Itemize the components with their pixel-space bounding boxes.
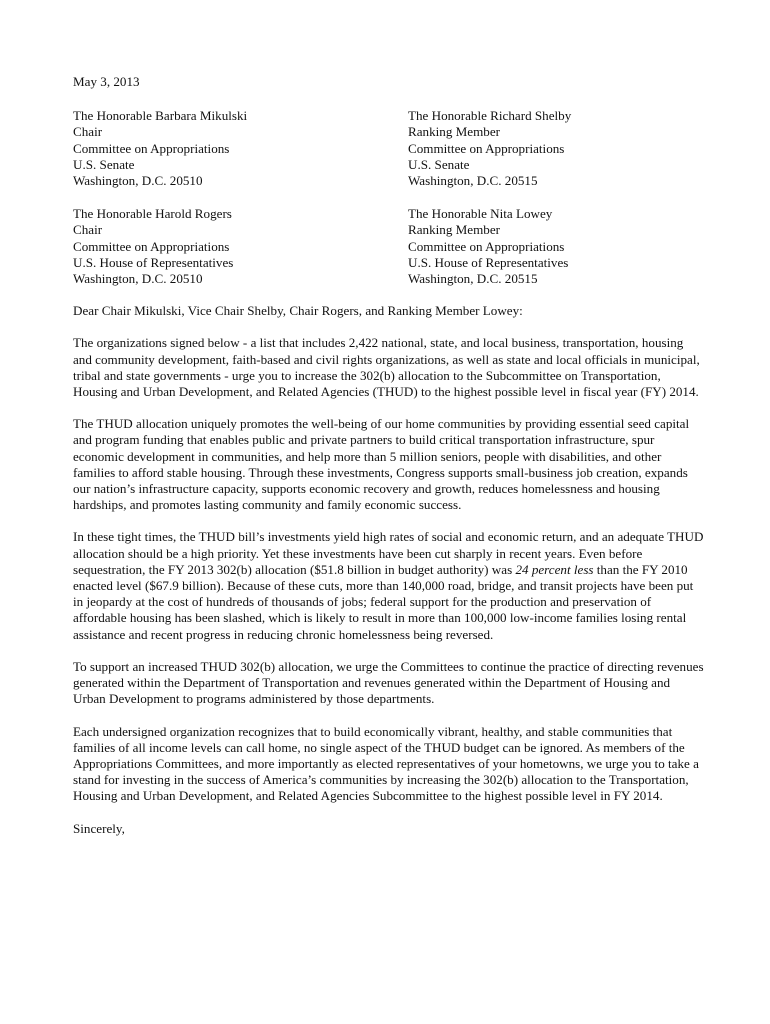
addressee-line: Washington, D.C. 20510: [73, 173, 203, 189]
salutation: Dear Chair Mikulski, Vice Chair Shelby, Chair Rogers, and Ranking Member Lowey:: [73, 303, 523, 319]
addressee-rogers: [73, 206, 408, 287]
addressee-line: The Honorable Barbara Mikulski: [73, 108, 248, 124]
addressee-mikulski: [73, 108, 408, 189]
addressee-grid: [73, 108, 705, 287]
paragraph-thud-allocation: The THUD allocation uniquely promotes the well-being of our home communities by providing essential seed capital and program funding that enables public and private partners to build critical transportation infrastructure, spur economic development in communities, and help more than 5 million seniors, people with disabilities, and other families to afford stable housing. Through these investments, Congress supports small-business job creation, expands our nation’s infrastructure capacity, supports economic recovery and growth, reduces homelessness and housing hardships, and promotes lasting community and family economic success.: [73, 416, 690, 513]
addressee-line: U.S. Senate: [73, 156, 135, 172]
addressee-line: Chair: [73, 222, 103, 238]
paragraph-revenues: To support an increased THUD 302(b) allocation, we urge the Committees to continue the practice of directing revenues generated within the Department of Transportation and revenues generated within the Department of Housing and Urban Development to programs administered by those departments.: [73, 658, 704, 707]
addressee-line: Washington, D.C. 20515: [408, 173, 538, 189]
addressee-line: Committee on Appropriations: [408, 238, 565, 254]
addressee-line: The Honorable Richard Shelby: [408, 108, 572, 124]
addressee-line: Committee on Appropriations: [73, 140, 230, 156]
addressee-line: Chair: [73, 124, 103, 140]
addressee-line: The Honorable Harold Rogers: [73, 206, 232, 222]
addressee-line: Committee on Appropriations: [73, 238, 230, 254]
paragraph-undersigned: Each undersigned organization recognizes that to build economically vibrant, healthy, and stable communities that families of all income levels can call home, no single aspect of the THUD budget can be ignored. As members of the Appropriations Committees, and more importantly as elected representatives of your hometowns, we urge you to take a stand for investing in the success of America’s communities by increasing the 302(b) allocation to the Transportation, Housing and Urban Development, and Related Agencies Subcommittee to the highest possible level in FY 2014.: [73, 723, 699, 804]
addressee-line: The Honorable Nita Lowey: [408, 206, 553, 222]
paragraph-text: than the FY 2010 enacted level ($67.9 billion). Because of these cuts, more than 140,000 road, bridge, and transit projects have been put in jeopardy at the cost of hundreds of thousands of jobs; federal support for the production and preservation of affordable housing has been slashed, which is likely to result in more than 100,000 low-income families losing rental assistance and recent progress in reducing chronic homelessness being reversed.: [73, 561, 694, 642]
paragraph-intro: The organizations signed below - a list that includes 2,422 national, state, and local business, transportation, housing and community development, faith-based and civil rights organizations, as well as state and local officials in municipal, tribal and state governments - urge you to increase the 302(b) allocation to the Subcommittee on Transportation, Housing and Urban Development, and Related Agencies (THUD) to the highest possible level in fiscal year (FY) 2014.: [73, 335, 700, 400]
addressee-line: Washington, D.C. 20510: [73, 271, 203, 287]
addressee-line: Washington, D.C. 20515: [408, 271, 538, 287]
addressee-line: U.S. House of Representatives: [73, 254, 234, 270]
addressee-line: Committee on Appropriations: [408, 140, 565, 156]
paragraph-text: In these tight times, the THUD bill’s investments yield high rates of social and economic return, and an adequate THUD allocation should be a high priority. Yet these investments have been cut sharply in recent years. Even before sequestration, the FY 2013 302(b) allocation ($51.8 billion in budget authority) was: [73, 529, 704, 577]
closing: Sincerely,: [73, 820, 125, 836]
addressee-line: U.S. House of Representatives: [408, 254, 569, 270]
addressee-line: U.S. Senate: [408, 156, 470, 172]
addressee-line: Ranking Member: [408, 222, 501, 238]
addressee-lowey: [408, 206, 705, 287]
addressee-shelby: [408, 108, 705, 189]
emphasis-text: 24 percent less: [515, 561, 594, 577]
paragraph-tight-times: [73, 529, 705, 642]
letter-page: [73, 74, 705, 837]
letter-date: May 3, 2013: [73, 74, 140, 89]
addressee-line: Ranking Member: [408, 124, 501, 140]
